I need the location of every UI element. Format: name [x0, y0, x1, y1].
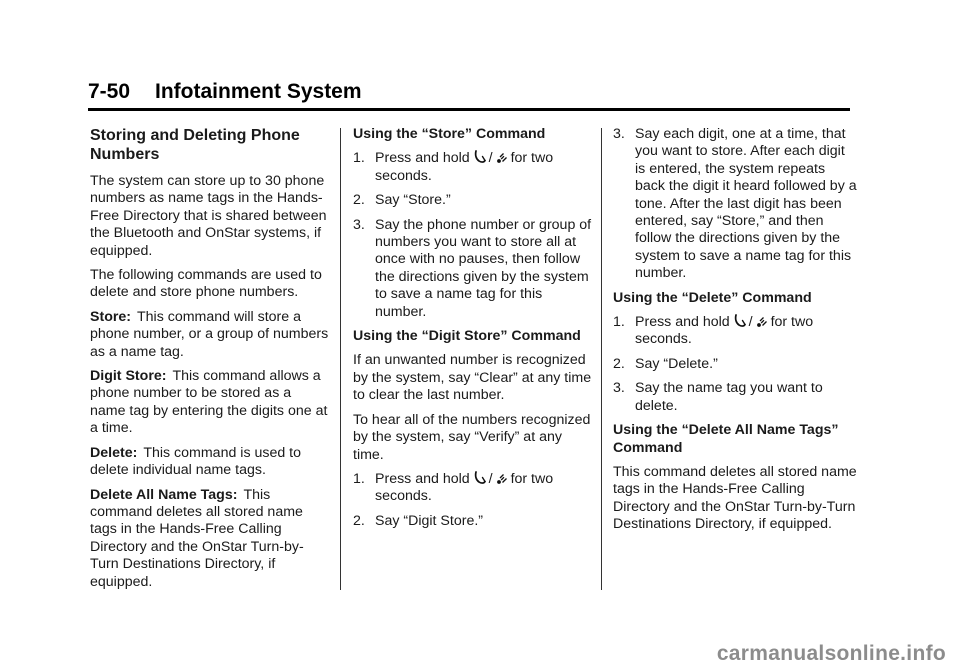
step-number: 3. — [613, 126, 625, 142]
push-to-talk-icon — [474, 150, 486, 165]
list-item — [613, 380, 858, 415]
icon-separator: / — [488, 470, 493, 487]
store-heading: Using the “Store” Command — [353, 126, 546, 142]
column-divider — [340, 128, 341, 590]
definition-text: This command will store a phone number, or a group of numbers as a name tag. — [90, 308, 329, 360]
step-text — [375, 150, 593, 185]
step-text: Say the phone number or group of numbers you want to store all at once with no pauses, then follow the directions given by the system to save a name tag for this number. — [375, 216, 592, 320]
step-text: Say “Store.” — [375, 192, 451, 209]
delete-heading: Using the “Delete” Command — [613, 289, 812, 306]
page-title: Infotainment System — [155, 80, 362, 103]
list-item — [613, 126, 858, 283]
step-pre: Press and hold — [635, 314, 730, 331]
definition-text: This command allows a phone number to be stored as a name tag by entering the digits one at a time. — [90, 368, 328, 437]
definition-delete-all — [90, 487, 330, 591]
step-pre: Press and hold — [375, 150, 470, 167]
commands-intro-paragraph: The following commands are used to delete and store phone numbers. — [90, 267, 322, 301]
push-to-talk-icon — [734, 314, 746, 329]
step-post: for two seconds. — [375, 470, 554, 505]
page-number: 7-50 — [88, 80, 131, 103]
definition-delete — [90, 445, 330, 480]
icon-separator: / — [488, 150, 493, 167]
step-number: 3. — [613, 380, 625, 397]
definition-term: Digit Store: — [90, 368, 167, 385]
step-text: Say each digit, one at a time, that you want to store. After each digit is entered, the system repeats back the digit it heard followed by a tone. After the last digit has been entered, say “Store,” and then follow the directions given by the system to save a name tag for this number. — [635, 126, 857, 282]
definition-text: This command deletes all stored name tags in the Hands-Free Calling Directory and the OnStar Turn-by-Turn Destinations Directory, if equipped. — [90, 486, 304, 590]
section-title: Storing and Deleting Phone Numbers — [90, 127, 300, 163]
step-number: 3. — [353, 216, 365, 233]
voice-recognition-icon — [496, 471, 508, 486]
watermark: carmanualsonline.info — [716, 642, 946, 665]
step-number: 2. — [353, 512, 365, 529]
column-1 — [90, 126, 330, 598]
list-item — [353, 217, 593, 321]
column-divider — [601, 128, 602, 590]
list-item — [613, 314, 858, 349]
step-text: Say “Digit Store.” — [375, 512, 484, 529]
step-text — [375, 471, 593, 506]
step-number: 2. — [613, 355, 625, 372]
step-text: Say the name tag you want to delete. — [635, 380, 823, 414]
definition-store — [90, 309, 330, 361]
column-3 — [613, 126, 858, 541]
icon-separator: / — [748, 314, 753, 331]
step-pre: Press and hold — [375, 470, 470, 487]
definition-term: Delete All Name Tags: — [90, 486, 238, 503]
step-number: 2. — [353, 192, 365, 209]
push-to-talk-icon — [474, 471, 486, 486]
list-item — [353, 471, 593, 506]
list-item — [353, 192, 593, 209]
list-item — [353, 513, 593, 530]
digit-store-heading: Using the “Digit Store” Command — [353, 328, 581, 345]
definition-digit-store — [90, 368, 330, 438]
delete-all-paragraph: This command deletes all stored name tags in the Hands-Free Calling Directory and the OnStar Turn-by-Turn Destinations Directory, if equipped. — [613, 463, 857, 533]
step-number: 1. — [353, 470, 365, 487]
step-post: for two seconds. — [635, 314, 814, 348]
delete-all-heading: Using the “Delete All Name Tags” Command — [613, 422, 839, 456]
page-header — [88, 80, 850, 111]
step-text: Say “Delete.” — [635, 355, 718, 372]
step-text — [635, 314, 858, 349]
list-item — [353, 150, 593, 185]
column-2 — [353, 126, 593, 537]
definition-text: This command is used to delete individual name tags. — [90, 444, 302, 479]
intro-paragraph: The system can store up to 30 phone numbers as name tags in the Hands-Free Directory that is shared between the Bluetooth and OnStar systems, if equipped. — [90, 173, 327, 259]
digit-store-paragraph: To hear all of the numbers recognized by the system, say “Verify” at any time. — [353, 411, 591, 463]
step-number: 1. — [613, 314, 625, 331]
step-number: 1. — [353, 150, 365, 167]
digit-store-paragraph: If an unwanted number is recognized by the system, say “Clear” at any time to clear the last number. — [353, 352, 592, 404]
list-item — [613, 356, 858, 373]
definition-term: Delete: — [90, 444, 138, 461]
voice-recognition-icon — [496, 150, 508, 165]
definition-term: Store: — [90, 308, 131, 325]
step-post: for two seconds. — [375, 150, 554, 184]
voice-recognition-icon — [756, 314, 768, 329]
